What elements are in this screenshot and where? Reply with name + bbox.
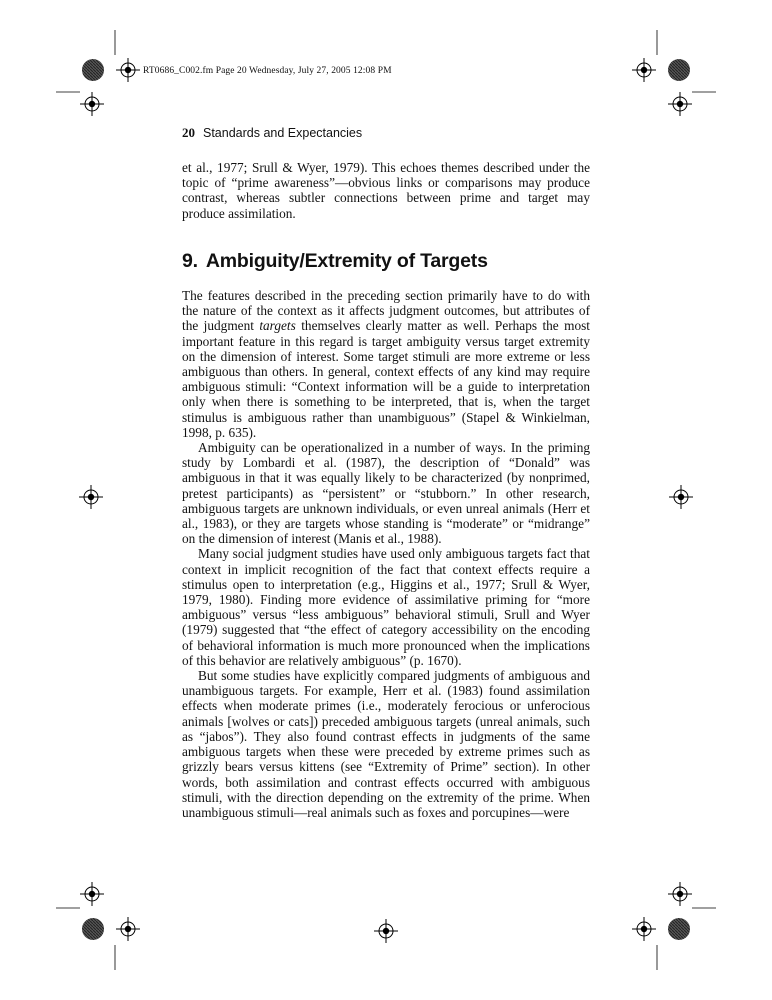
running-head [182, 125, 362, 141]
section-heading [182, 250, 488, 273]
section-number: 9. [182, 250, 198, 272]
section-title: Ambiguity/Extremity of Targets [205, 250, 488, 272]
paragraph-1-text-b: themselves clearly matter as well. Perhaps the most important feature in this regard is target ambiguity versus target extremity on the dimension of interest. Some target stimuli are more extreme or less ambiguous than others. In general, context effects of any kind may require ambiguous stimuli: “Context information will be a guide to interpretation only when there is something to be interpreted, that is, when the target stimulus is ambiguous rather than unambiguous” (Stapel & Winkielman, 1998, p. 635). [182, 318, 590, 440]
paragraph-1-italic: targets [259, 318, 296, 334]
continued-paragraph-block [182, 160, 590, 221]
continued-paragraph: et al., 1977; Srull & Wyer, 1979). This echoes themes described under the topic of “prime awareness”—obvious links or comparisons may produce contrast, whereas subtler connections between prime and target may produce assimilation. [182, 160, 590, 221]
page-number: 20 [182, 125, 195, 140]
paragraph-2: Ambiguity can be operationalized in a number of ways. In the priming study by Lombardi et al. (1987), the description of “Donald” was ambiguous in that it was equally likely to be characterized (by nonprimed, pretest participants) as “persistent” or “stubborn.” In other research, ambiguous targets are unknown individuals, or even unreal animals (Herr et al., 1983), or they are targets whose standing is “moderate” or “midrange” on the dimension of interest (Manis et al., 1988). [182, 440, 590, 547]
paragraph-4: But some studies have explicitly compared judgments of ambiguous and unambiguous targets. For example, Herr et al. (1983) found assimilation effects when moderate primes (i.e., moderately ferocious or unferocious animals [wolves or cats]) preceded ambiguous targets (unreal animals, such as “jabos”). They also found contrast effects in judgments of the same ambiguous targets when these were preceded by extreme primes such as grizzly bears versus kittens (see “Extremity of Prime” section). In other words, both assimilation and contrast effects occurred with ambiguous stimuli, with the direction depending on the extremity of the prime. When unambiguous stimuli—real animals such as foxes and porcupines—were [182, 668, 590, 820]
running-head-title: Standards and Expectancies [203, 126, 363, 140]
paragraph-1-text-a: The features described in the preceding section primarily have to do with the nature of the context as it affects judgment outcomes, but attributes of the judgment [182, 288, 590, 334]
print-slug: RT0686_C002.fm Page 20 Wednesday, July 27, 2005 12:08 PM [143, 66, 392, 76]
section-body [182, 288, 590, 820]
paragraph-3: Many social judgment studies have used only ambiguous targets fact that context in implicit recognition of the fact that context effects require a stimulus open to interpretation (e.g., Higgins et al., 1977; Srull & Wyer, 1979, 1980). Finding more evidence of assimilative priming for “more ambiguous” versus “less ambiguous” behavioral stimuli, Srull and Wyer (1979) suggested that “the effect of category accessibility on the encoding of behavioral information is much more pronounced when the implications of this behavior are relatively ambiguous” (p. 1670). [182, 546, 590, 668]
paragraph-1 [182, 288, 590, 440]
